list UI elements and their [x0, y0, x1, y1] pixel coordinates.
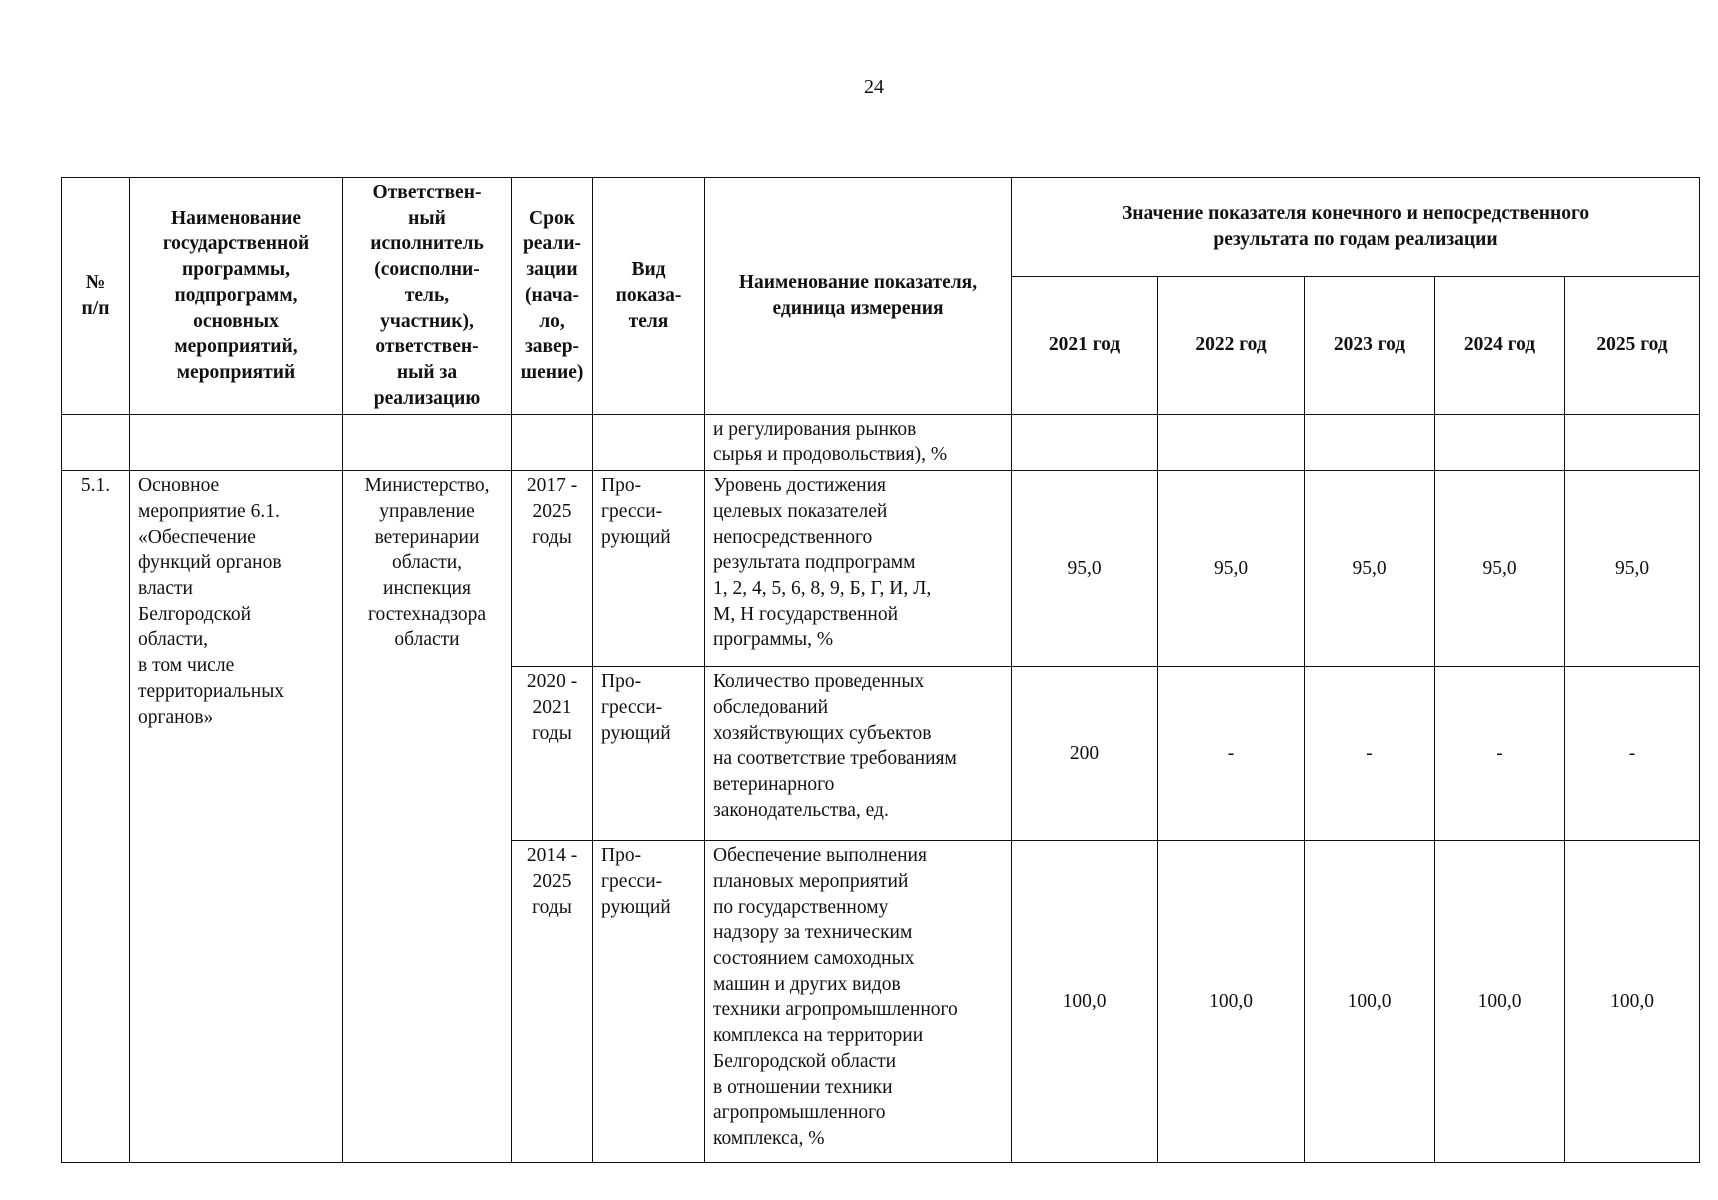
cell-empty — [1435, 414, 1565, 470]
indicator-type: Про- гресси- рующий — [593, 471, 705, 667]
value-2023: - — [1305, 667, 1435, 841]
value-2025: 95,0 — [1565, 471, 1700, 667]
table-row — [62, 471, 1700, 667]
header-number: № п/п — [62, 178, 130, 415]
header-year-2021: 2021 год — [1012, 276, 1158, 414]
value-2025: - — [1565, 667, 1700, 841]
value-2022: 100,0 — [1158, 841, 1305, 1163]
period: 2014 - 2025 годы — [512, 841, 593, 1163]
value-2021: 200 — [1012, 667, 1158, 841]
value-2025: 100,0 — [1565, 841, 1700, 1163]
header-executor: Ответствен- ный исполнитель (соисполни- тель, участник), ответствен- ный за реализацию — [343, 178, 512, 415]
executor-name: Министерство, управление ветеринарии области, инспекция гостехнадзора области — [343, 471, 512, 1163]
cell-empty — [62, 414, 130, 470]
cell-empty — [512, 414, 593, 470]
header-year-2024: 2024 год — [1435, 276, 1565, 414]
cell-empty — [593, 414, 705, 470]
value-2024: 100,0 — [1435, 841, 1565, 1163]
cell-empty — [343, 414, 512, 470]
header-year-2025: 2025 год — [1565, 276, 1700, 414]
indicator-name: Количество проведенных обследований хозяйствующих субъектов на соответствие требованиям ветеринарного законодательства, ед. — [705, 667, 1012, 841]
cell-empty — [1565, 414, 1700, 470]
period: 2020 - 2021 годы — [512, 667, 593, 841]
row-number: 5.1. — [62, 471, 130, 1163]
value-2023: 100,0 — [1305, 841, 1435, 1163]
cell-empty — [1012, 414, 1158, 470]
header-program: Наименование государственной программы, подпрограмм, основных мероприятий, мероприятий — [130, 178, 343, 415]
value-2024: - — [1435, 667, 1565, 841]
page-number: 24 — [864, 76, 884, 98]
value-2022: 95,0 — [1158, 471, 1305, 667]
indicators-table — [61, 177, 1700, 1163]
header-type: Вид показа- теля — [593, 178, 705, 415]
indicator-type: Про- гресси- рующий — [593, 667, 705, 841]
value-2023: 95,0 — [1305, 471, 1435, 667]
header-year-2022: 2022 год — [1158, 276, 1305, 414]
indicator-type: Про- гресси- рующий — [593, 841, 705, 1163]
cell-empty — [1305, 414, 1435, 470]
period: 2017 - 2025 годы — [512, 471, 593, 667]
program-name: Основное мероприятие 6.1. «Обеспечение функций органов власти Белгородской области, в том числе территориальных органов» — [130, 471, 343, 1163]
header-period: Срок реали- зации (нача- ло, завер- шение) — [512, 178, 593, 415]
indicator-name: Обеспечение выполнения плановых мероприятий по государственному надзору за техническим состоянием самоходных машин и других видов техники агропромышленного комплекса на территории Белгородской области в отношении техники агропромышленного комплекса, % — [705, 841, 1012, 1163]
indicator-name: Уровень достижения целевых показателей непосредственного результата подпрограмм 1, 2, 4, 5, 6, 8, 9, Б, Г, И, Л, М, Н государственной программы, % — [705, 471, 1012, 667]
header-indicator: Наименование показателя, единица измерения — [705, 178, 1012, 415]
header-year-2023: 2023 год — [1305, 276, 1435, 414]
value-2021: 95,0 — [1012, 471, 1158, 667]
value-2024: 95,0 — [1435, 471, 1565, 667]
cell-empty — [1158, 414, 1305, 470]
value-2022: - — [1158, 667, 1305, 841]
continuation-row — [62, 414, 1700, 470]
header-values-group: Значение показателя конечного и непосредственного результата по годам реализации — [1012, 178, 1700, 277]
header-row-1 — [62, 178, 1700, 277]
cell-empty — [130, 414, 343, 470]
continuation-indicator: и регулирования рынков сырья и продовольствия), % — [705, 414, 1012, 470]
value-2021: 100,0 — [1012, 841, 1158, 1163]
